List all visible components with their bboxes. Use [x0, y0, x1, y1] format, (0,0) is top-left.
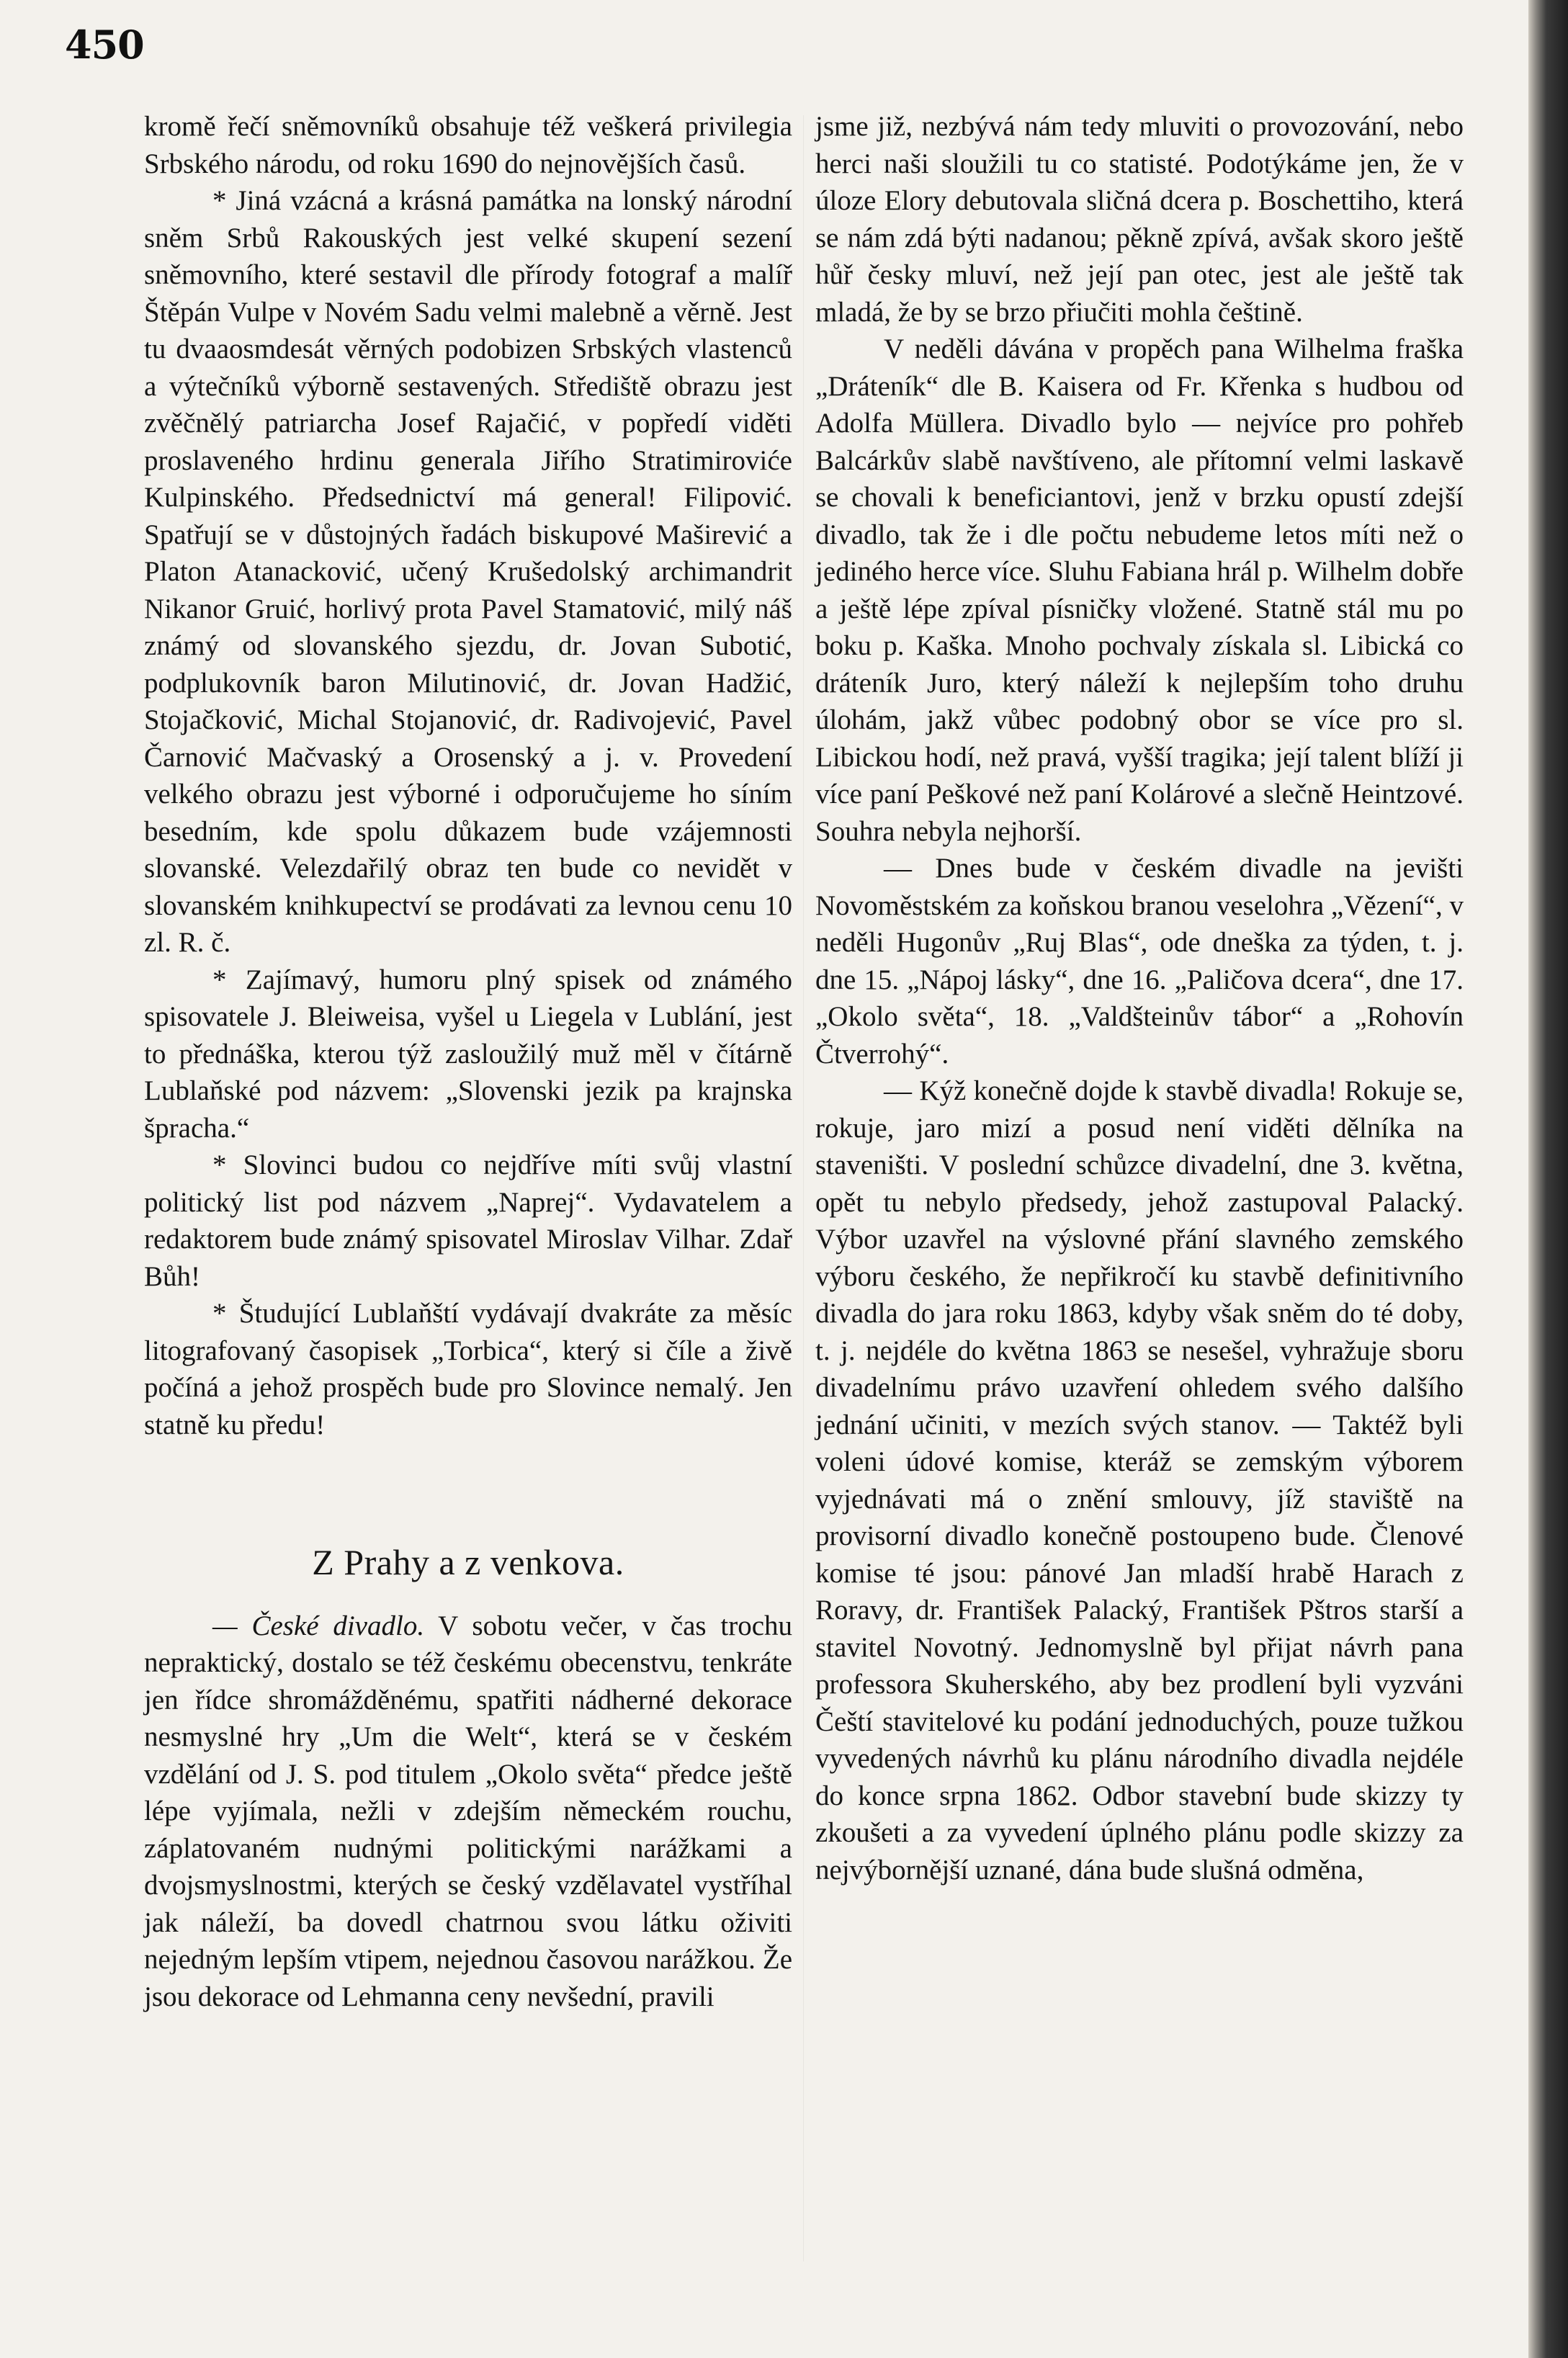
paragraph: * Študující Lublaňští vydávají dvakráte za měsíc litografovaný časopisek „Torbica“, který si číle a živě počíná a jehož prospěch bude pro Slovince nemalý. Jen statně ku předu! — [144, 1298, 792, 1440]
paragraph: * Jiná vzácná a krásná památka na lonský národní sněm Srbů Rakouských jest velké skupení sezení sněmovního, které sestavil dle přírody fotograf a malíř Štěpán Vulpe v Novém Sadu velmi malebně a věrně. Jest tu dvaaosmdesát věrných podobizen Srbských vlastenců a výtečníků výborně sestavených. Střediště obrazu jest zvěčnělý patriarcha Josef Rajačić, v popředí viděti proslaveného hrdinu generala Jiřího Stratimiroviće Kulpinského. Předsednictví má general! Filipović. Spatřují se v důstojných řadách biskupové Maširević a Platon Atanacković, učený Krušedolský archimandrit Nikanor Gruić, horlivý prota Pavel Stamatović, milý náš známý od slovanského sjezdu, dr. Jovan Subotić, podplukovník baron Milutinović, dr. Jovan Hadžić, Stojačković, Michal Stojanović, dr. Radivojević, Pavel Čarnović Mačvaský a Orosenský a j. v. Provedení velkého obrazu jest výborné i odporučujeme ho síním besedním, kde spolu důkazem bude vzájemnosti slovanské. Velezdařilý obraz ten bude co nevidět v slovanském knihkupectví se prodávati za levnou cenu 10 zl. R. č. — [144, 185, 792, 958]
paragraph: — Kýž konečně dojde k stavbě divadla! Rokuje se, rokuje, jaro mizí a posud není viděti dělníka na staveništi. V poslední schůzce divadelní, dne 3. května, opět tu nebylo předsedy, jehož zastupoval Palacký. Výbor uzavřel na výslovné přání slavného zemského výboru českého, že nepřikročí ku stavbě definitivního divadla do jara roku 1863, kdyby však sněm do té doby, t. j. nejdéle do května 1863 se nesešel, vyhražuje sboru divadelnímu právo uzavření ohledem svého dalšího jednání učiniti, v mezích svých stanov. — Taktéž byli voleni údové komise, kteráž se zemským výborem vyjednávati má o znění smlouvy, jíž staviště na provisorní divadlo konečně postoupeno bude. Členové komise té jsou: pánové Jan mladší hrabě Harach z Roravy, dr. František Palacký, František Pštros starší a stavitel Novotný. Jednomyslně byl přijat návrh pana professora Skuherského, aby bez prodlení byli vyzváni Čeští stavitelové ku podání jednoduchých, pouze tužkou vyvedených návrhů ku plánu národního divadla nejdéle do konce srpna 1862. Odbor stavební bude skizzy ty zkoušeti a za vyvedení úplného plánu podle skizzy za nejvýbornější uznané, dána bude slušná odměna, — [815, 1075, 1464, 1886]
section-body: V sobotu večer, v čas trochu nepraktický, dostalo se též českému obecenstvu, tenkráte jen řídce shromážděnému, spatřiti nádherné dekorace nesmyslné hry „Um die Welt“, která se v českém vzdělání od J. S. pod titulem „Okolo světa“ předce ještě lépe vyjímala, nežli v zdejším německém rouchu, záplatovaném nudnými politickými narážkami a dvojsmyslnostmi, kterých se český vzdělavatel vystříhal jak náleží, ba dovedl chatrnou svou látku oživiti nejedným lepším vtipem, nejednou časovou narážkou. Že jsou dekorace od Lehmanna ceny nevšední, pravili — [144, 1610, 793, 2012]
section-heading: Z Prahy a z venkova. — [312, 1542, 624, 1582]
section-paragraph — [144, 1608, 792, 2016]
column-divider — [803, 115, 804, 2261]
left-column — [144, 108, 792, 2015]
paragraph: V neděli dávána v propěch pana Wilhelma fraška „Dráteník“ dle B. Kaisera od Fr. Křenka s hudbou od Adolfa Müllera. Divadlo bylo — nejvíce pro pohřeb Balcárkův slabě navštíveno, ale přítomní velmi laskavě se chovali k beneficiantovi, jenž v brzku opustí zdejší divadlo, tak že i dle počtu nebudeme letos míti než o jediného herce více. Sluhu Fabiana hrál p. Wilhelm dobře a ještě lépe zpíval písničky vložené. Statně stál mu po boku p. Kaška. Mnoho pochvaly získala sl. Libická co dráteník Juro, který náleží k nejlepším toho druhu úlohám, jakž vůbec podobný obor se více pro sl. Libickou hodí, než pravá, vyšší tragika; její talent blíží ji více paní Peškové než paní Kolárové a slečně Heintzové. Souhra nebyla nejhorší. — [815, 333, 1464, 847]
paragraph: * Slovinci budou co nejdříve míti svůj vlastní politický list pod názvem „Naprej“. Vydavatelem a redaktorem bude známý spisovatel Miroslav Vilhar. Zdař Bůh! — [144, 1149, 792, 1292]
paragraph: jsme již, nezbývá nám tedy mluviti o provozování, nebo herci naši sloužili tu co statisté. Podotýkáme jen, že v úloze Elory debutovala sličná dcera p. Boschettiho, která se nám zdá býti nadanou; pěkně zpívá, avšak skoro ještě hůř česky mluví, než její pan otec, jest ale ještě tak mladá, že by se brzo přiučiti mohla češtině. — [815, 111, 1464, 328]
paragraph: — Dnes bude v českém divadle na jevišti Novoměstském za koňskou branou veselohra „Vězení“, v neděli Hugonův „Ruj Blas“, ode dneška za týden, t. j. dne 15. „Nápoj lásky“, dne 16. „Paličova dcera“, dne 17. „Okolo světa“, 18. „Valdšteinův tábor“ a „Rohovín Čtverrohý“. — [815, 853, 1464, 1070]
right-column — [815, 108, 1464, 1888]
section-lead: — České divadlo. — [212, 1610, 425, 1641]
page-number: 450 — [65, 22, 144, 68]
paragraph: kromě řečí sněmovníků obsahuje též veškerá privilegia Srbského národu, od roku 1690 do nejnovějších časů. — [144, 111, 792, 179]
paragraph: * Zajímavý, humoru plný spisek od známého spisovatele J. Bleiweisa, vyšel u Liegela v Lublání, jest to přednáška, kterou týž zasloužilý muž měl v čítárně Lublaňské pod názvem: „Slovenski jezik pa krajnska špracha.“ — [144, 964, 792, 1144]
page-edge-shadow — [1528, 0, 1568, 2358]
